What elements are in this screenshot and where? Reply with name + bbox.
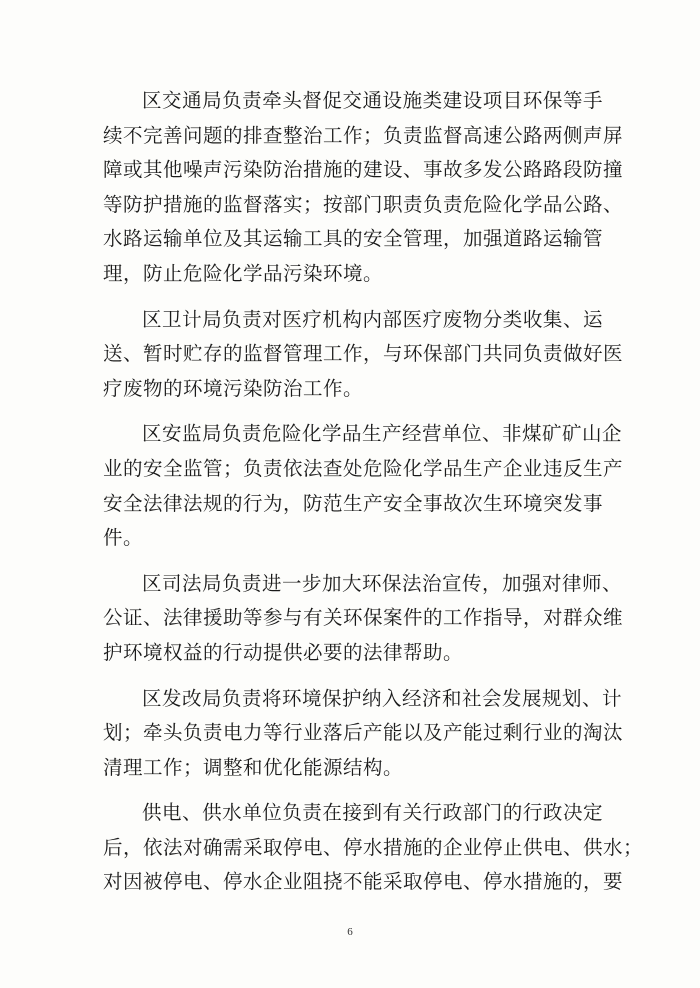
text-line: 送、暂时贮存的监督管理工作，与环保部门共同负责做好医	[103, 342, 624, 366]
text-line: 障或其他噪声污染防治措施的建设、事故多发公路路段防撞	[103, 158, 624, 182]
text-line: 护环境权益的行动提供必要的法律帮助。	[103, 640, 464, 664]
text-line: 清理工作；调整和优化能源结构。	[103, 755, 404, 779]
text-line: 业的安全监管；负责依法查处危险化学品生产企业违反生产	[103, 456, 624, 480]
body-text	[103, 84, 644, 900]
paragraph-safety-bureau	[103, 417, 624, 555]
text-line: 后，依法对确需采取停电、停水措施的企业停止供电、供水；	[103, 835, 644, 859]
paragraph-health-bureau	[103, 303, 624, 407]
text-line: 安全法律法规的行为，防范生产安全事故次生环境突发事	[103, 491, 604, 515]
text-line: 件。	[103, 526, 144, 550]
paragraph-development-bureau	[103, 682, 624, 786]
text-line: 划；牵头负责电力等行业落后产能以及产能过剩行业的淘汰	[103, 721, 624, 745]
text-line: 水路运输单位及其运输工具的安全管理，加强道路运输管	[103, 227, 604, 251]
text-line: 区卫计局负责对医疗机构内部医疗废物分类收集、运	[142, 307, 603, 331]
paragraph-justice-bureau	[103, 567, 624, 671]
paragraph-utilities	[103, 796, 644, 900]
text-line: 区安监局负责危险化学品生产经营单位、非煤矿矿山企	[142, 422, 623, 446]
text-line: 供电、供水单位负责在接到有关行政部门的行政决定	[142, 801, 603, 825]
text-line: 疗废物的环境污染防治工作。	[103, 376, 364, 400]
text-line: 区发改局负责将环境保护纳入经济和社会发展规划、计	[142, 686, 623, 710]
text-line: 对因被停电、停水企业阻挠不能采取停电、停水措施的，要	[103, 870, 624, 894]
text-line: 等防护措施的监督落实；按部门职责负责危险化学品公路、	[103, 192, 624, 216]
page-number: 6	[347, 926, 353, 938]
text-line: 区司法局负责进一步加大环保法治宣传，加强对律师、	[142, 571, 623, 595]
text-line: 公证、法律援助等参与有关环保案件的工作指导，对群众维	[103, 606, 624, 630]
text-line: 区交通局负责牵头督促交通设施类建设项目环保等手	[142, 89, 603, 112]
text-line: 续不完善问题的排查整治工作；负责监督高速公路两侧声屏	[103, 123, 624, 147]
text-line: 理，防止危险化学品污染环境。	[103, 261, 384, 285]
paragraph-transport-bureau	[103, 84, 624, 292]
